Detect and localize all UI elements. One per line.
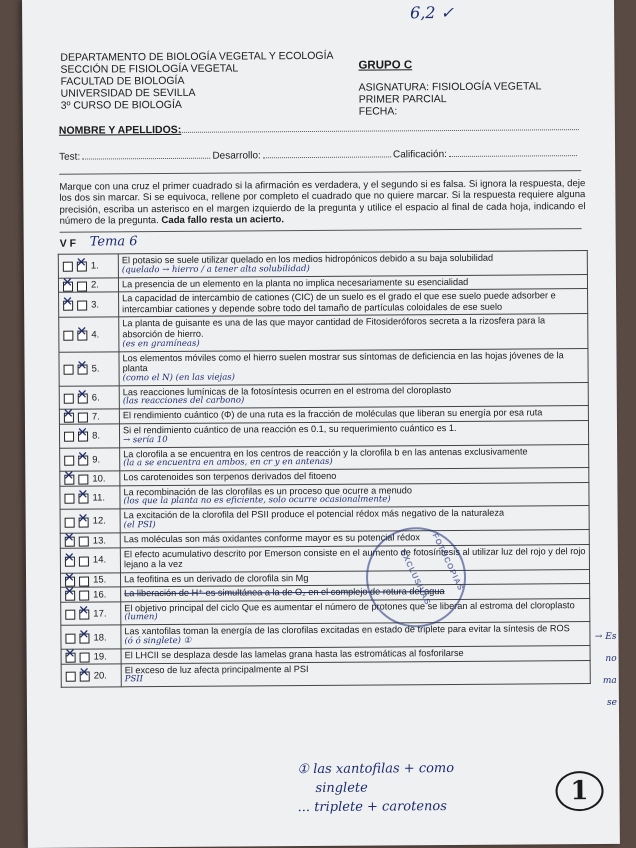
false-checkbox[interactable]	[78, 456, 88, 466]
false-checkbox[interactable]	[77, 331, 87, 341]
department-line: FACULTAD DE BIOLOGÍA	[60, 74, 185, 88]
question-number: 16.	[93, 589, 107, 601]
false-checkbox[interactable]	[78, 475, 88, 485]
false-checkbox[interactable]	[78, 432, 88, 442]
true-checkbox[interactable]	[65, 634, 75, 644]
question-text: El objetivo principal del ciclo Que es aumentar el número de protones que se liberan al estroma del cloroplasto	[124, 600, 575, 614]
bottom-note-line: ① las xantofilas + como	[297, 761, 455, 778]
question-text-cell	[120, 482, 589, 509]
question-text-cell	[118, 251, 587, 278]
name-field[interactable]: NOMBRE Y APELLIDOS:	[59, 121, 579, 137]
false-checkbox[interactable]	[79, 633, 89, 643]
stamp-text: EXCLUSIVAS	[398, 548, 433, 607]
question-text-cell	[119, 382, 588, 409]
handwritten-annotation: (la a se encuentra en ambos, en cr y en antenas)	[123, 456, 333, 469]
question-number: 9.	[92, 454, 101, 466]
question-row	[60, 544, 589, 573]
answer-cell	[60, 486, 120, 510]
desarrollo-field[interactable]	[263, 149, 391, 158]
answer-cell	[60, 533, 120, 548]
false-checkbox[interactable]	[77, 262, 87, 272]
answer-cell	[59, 317, 119, 352]
handwritten-annotation: → sería 10	[123, 434, 168, 445]
true-checkbox[interactable]	[64, 365, 74, 375]
answer-cell	[59, 351, 119, 386]
question-number: 15.	[93, 574, 107, 586]
department-line: SECCIÓN DE FISIOLOGÍA VEGETAL	[60, 62, 239, 76]
department-line: DEPARTAMENTO DE BIOLOGÍA VEGETAL Y ECOLOGÍA	[60, 49, 334, 64]
true-checkbox[interactable]	[66, 653, 76, 663]
question-text: La liberación de H⁺ es simultánea a la de O₂ en el complejo de rotura del agua	[124, 586, 445, 599]
question-text-cell	[121, 622, 590, 649]
question-number: 10.	[92, 473, 106, 485]
false-checkbox[interactable]	[80, 653, 90, 663]
questions-table	[58, 250, 591, 688]
question-text-cell	[119, 314, 588, 351]
false-checkbox[interactable]	[79, 591, 89, 601]
true-checkbox[interactable]	[65, 517, 75, 527]
vf-header: V F	[59, 237, 77, 250]
question-text: Los elementos móviles como el hierro suelen mostrar sus síntomas de deficiencia en las hojas jóvenes de la planta	[122, 349, 564, 374]
question-text: La presencia de un elemento en la planta no implica necesariamente su esencialidad	[121, 276, 469, 289]
answer-cell	[58, 277, 118, 292]
answer-cell	[61, 649, 121, 664]
true-checkbox[interactable]	[65, 591, 75, 601]
true-checkbox[interactable]	[64, 413, 74, 423]
question-text-cell	[120, 444, 589, 471]
false-checkbox[interactable]	[77, 281, 87, 291]
test-label: Test:	[59, 151, 81, 163]
margin-note-line: ma	[602, 675, 617, 686]
question-text-cell	[121, 598, 590, 625]
bottom-note-line: singlete	[315, 780, 368, 796]
question-text-cell	[119, 348, 588, 385]
exam-sheet	[22, 0, 620, 848]
false-checkbox[interactable]	[79, 517, 89, 527]
question-row	[61, 660, 590, 687]
answer-cell	[59, 409, 119, 424]
question-number: 17.	[93, 608, 107, 620]
question-number: 3.	[91, 299, 100, 311]
true-checkbox[interactable]	[66, 672, 76, 682]
question-text: El efecto acumulativo descrito por Emerson consiste en el aumento de fotosíntesis al utilizar luz del rojo y del rojo lejano a la vez	[123, 545, 586, 570]
false-checkbox[interactable]	[79, 556, 89, 566]
bottom-handwritten-note	[297, 759, 454, 817]
question-text-cell	[120, 506, 589, 533]
question-text: El rendimiento cuántico (Φ) de una ruta es la fracción de moléculas que liberan su energía por esa ruta	[122, 407, 543, 421]
true-checkbox[interactable]	[65, 536, 75, 546]
question-text: La planta de guisante es una de las que mayor cantidad de Fitosideróforos secreta a la rizosfera para la absorción de hierro.	[122, 315, 546, 340]
question-number: 2.	[90, 279, 99, 291]
question-row	[59, 314, 588, 352]
handwritten-annotation: (los que la planta no es eficiente, solo ocurre ocasionalmente)	[123, 494, 391, 507]
desarrollo-label: Desarrollo:	[212, 150, 261, 162]
question-text: El LHCII se desplaza desde las lamelas grana hasta las estromáticas al fosforilarse	[124, 647, 464, 661]
question-number: 8.	[92, 430, 101, 442]
divider	[60, 228, 582, 233]
handwritten-annotation: (es en gramíneas)	[122, 338, 200, 349]
margin-note-line: → Es	[594, 631, 617, 643]
answer-cell	[59, 292, 119, 318]
question-text: Las moléculas son más oxidantes conforme mayor es su potencial rédox	[123, 532, 420, 545]
bottom-note-line: ... triplete + carotenos	[297, 799, 447, 816]
question-text: Los carotenoides son terpenos derivados del fitoeno	[123, 470, 337, 483]
false-checkbox[interactable]	[79, 576, 89, 586]
true-checkbox[interactable]	[64, 394, 74, 404]
question-number: 18.	[93, 632, 107, 644]
handwritten-grade: 6,2 ✓	[410, 2, 455, 23]
false-checkbox[interactable]	[79, 610, 89, 620]
question-number: 7.	[91, 411, 100, 423]
question-row	[59, 348, 588, 386]
department-line: UNIVERSIDAD DE SEVILLA	[60, 86, 196, 100]
question-number: 20.	[93, 670, 107, 682]
false-checkbox[interactable]	[79, 536, 89, 546]
false-checkbox[interactable]	[78, 413, 88, 423]
question-text: La capacidad de intercambio de cationes (CIC) de un suelo es el grado el que ese suelo puede adsorber e intercambiar cationes y depende sobre todo del tamaño de partículas coloidales de ese suelo	[122, 290, 556, 315]
calificacion-field[interactable]	[449, 148, 577, 157]
true-checkbox[interactable]	[64, 475, 74, 485]
handwritten-annotation: (como el N) (en las viejas)	[122, 372, 235, 384]
question-number: 5.	[91, 363, 100, 375]
date-label: FECHA:	[358, 105, 398, 118]
page-number-circle: 1	[555, 771, 603, 811]
false-checkbox[interactable]	[78, 494, 88, 504]
subject-label: ASIGNATURA: FISIOLOGÍA VEGETAL	[358, 80, 542, 94]
question-text: El exceso de luz afecta principalmente al PSI	[124, 663, 309, 675]
question-text: El potasio se suele utilizar quelado en los medios hidropónicos debido a su baja solubilidad	[121, 252, 494, 266]
question-text-cell	[119, 289, 588, 317]
divider	[59, 170, 581, 175]
question-number: 1.	[90, 260, 99, 272]
question-text: La feofitina es un derivado de clorofila sin Mg	[124, 572, 309, 584]
calificacion-label: Calificación:	[392, 149, 447, 161]
answer-cell	[59, 424, 119, 448]
handwritten-annotation: (quelado → hierro / a tener alta solubilidad)	[121, 263, 310, 275]
exam-info-block	[358, 58, 541, 117]
question-text: La clorofila a se encuentra en los centros de reacción y la clorofila b en las antenas exclusivamente	[123, 446, 528, 459]
margin-note-line: se	[606, 697, 617, 708]
exam-label: PRIMER PARCIAL	[358, 93, 447, 106]
false-checkbox[interactable]	[78, 365, 88, 375]
stamp-text: FOTOCOPIAS	[430, 531, 466, 593]
question-text: Las xantofilas toman la energía de las clorofilas excitadas en estado de triplete para evitar la síntesis de ROS	[124, 623, 570, 637]
answer-cell	[61, 602, 121, 626]
margin-note	[586, 626, 617, 714]
instructions-bold: Cada fallo resta un acierto.	[161, 214, 285, 227]
group-label: GRUPO C	[358, 59, 413, 72]
margin-note-line: no	[605, 653, 617, 664]
question-text: La recombinación de las clorofilas es un proceso que ocurre a menudo	[123, 485, 413, 498]
question-text: La excitación de la clorofila del PSII produce el potencial rédox más negativo de la naturaleza	[123, 507, 505, 521]
handwritten-annotation: (ó ó singlete) ①	[124, 635, 192, 647]
handwritten-annotation: (las reacciones del carbono)	[122, 395, 245, 407]
question-number: 4.	[91, 329, 100, 341]
department-line: 3º CURSO DE BIOLOGÍA	[60, 98, 182, 112]
answer-cell	[60, 471, 120, 486]
true-checkbox[interactable]	[63, 331, 73, 341]
instructions	[59, 178, 585, 227]
question-number: 13.	[92, 534, 107, 547]
question-row	[59, 289, 588, 318]
handwritten-tema: Tema 6	[89, 234, 138, 250]
question-number: 14.	[92, 554, 107, 566]
handwritten-annotation: (el PSI)	[123, 519, 156, 531]
answer-cell	[61, 587, 121, 602]
score-row	[59, 148, 579, 163]
test-field[interactable]	[82, 151, 210, 160]
question-text-cell	[120, 544, 589, 572]
true-checkbox[interactable]	[63, 301, 73, 311]
handwritten-annotation: PSII	[124, 674, 144, 685]
true-checkbox[interactable]	[63, 281, 73, 291]
question-number: 11.	[92, 492, 106, 504]
false-checkbox[interactable]	[77, 301, 87, 311]
true-checkbox[interactable]	[65, 556, 75, 566]
true-checkbox[interactable]	[65, 610, 75, 620]
true-checkbox[interactable]	[64, 456, 74, 466]
question-number: 12.	[92, 515, 106, 527]
question-number: 19.	[93, 651, 107, 663]
department-block	[60, 50, 334, 112]
handwritten-annotation: (lumen)	[124, 612, 158, 623]
question-text-cell	[119, 420, 588, 447]
true-checkbox[interactable]	[64, 494, 74, 504]
question-text: Si el rendimiento cuántico de una reacción es 0.1, su requerimiento cuántico es 1.	[122, 422, 457, 436]
true-checkbox[interactable]	[63, 262, 73, 272]
answer-cell	[61, 663, 121, 687]
question-text: Las reacciones lumínicas de la fotosíntesis ocurren en el estroma del cloroplasto	[122, 384, 452, 398]
false-checkbox[interactable]	[80, 672, 90, 682]
question-text-cell	[121, 660, 590, 687]
instructions-text: Marque con una cruz el primer cuadrado si la afirmación es verdadera, y el segundo si es falsa. Si ignora la respuesta, deje los dos sin marcar. Si se equivoca, rellene por completo el cuadrado que no quiere marcar. Si la respuesta requiere alguna precisión, escriba un asterisco en el margen izquierdo de la pregunta y utilice el espacio al final de cada hoja, indicando el número de la pregunta.	[59, 178, 586, 227]
false-checkbox[interactable]	[78, 394, 88, 404]
question-number: 6.	[91, 392, 100, 404]
true-checkbox[interactable]	[64, 432, 74, 442]
